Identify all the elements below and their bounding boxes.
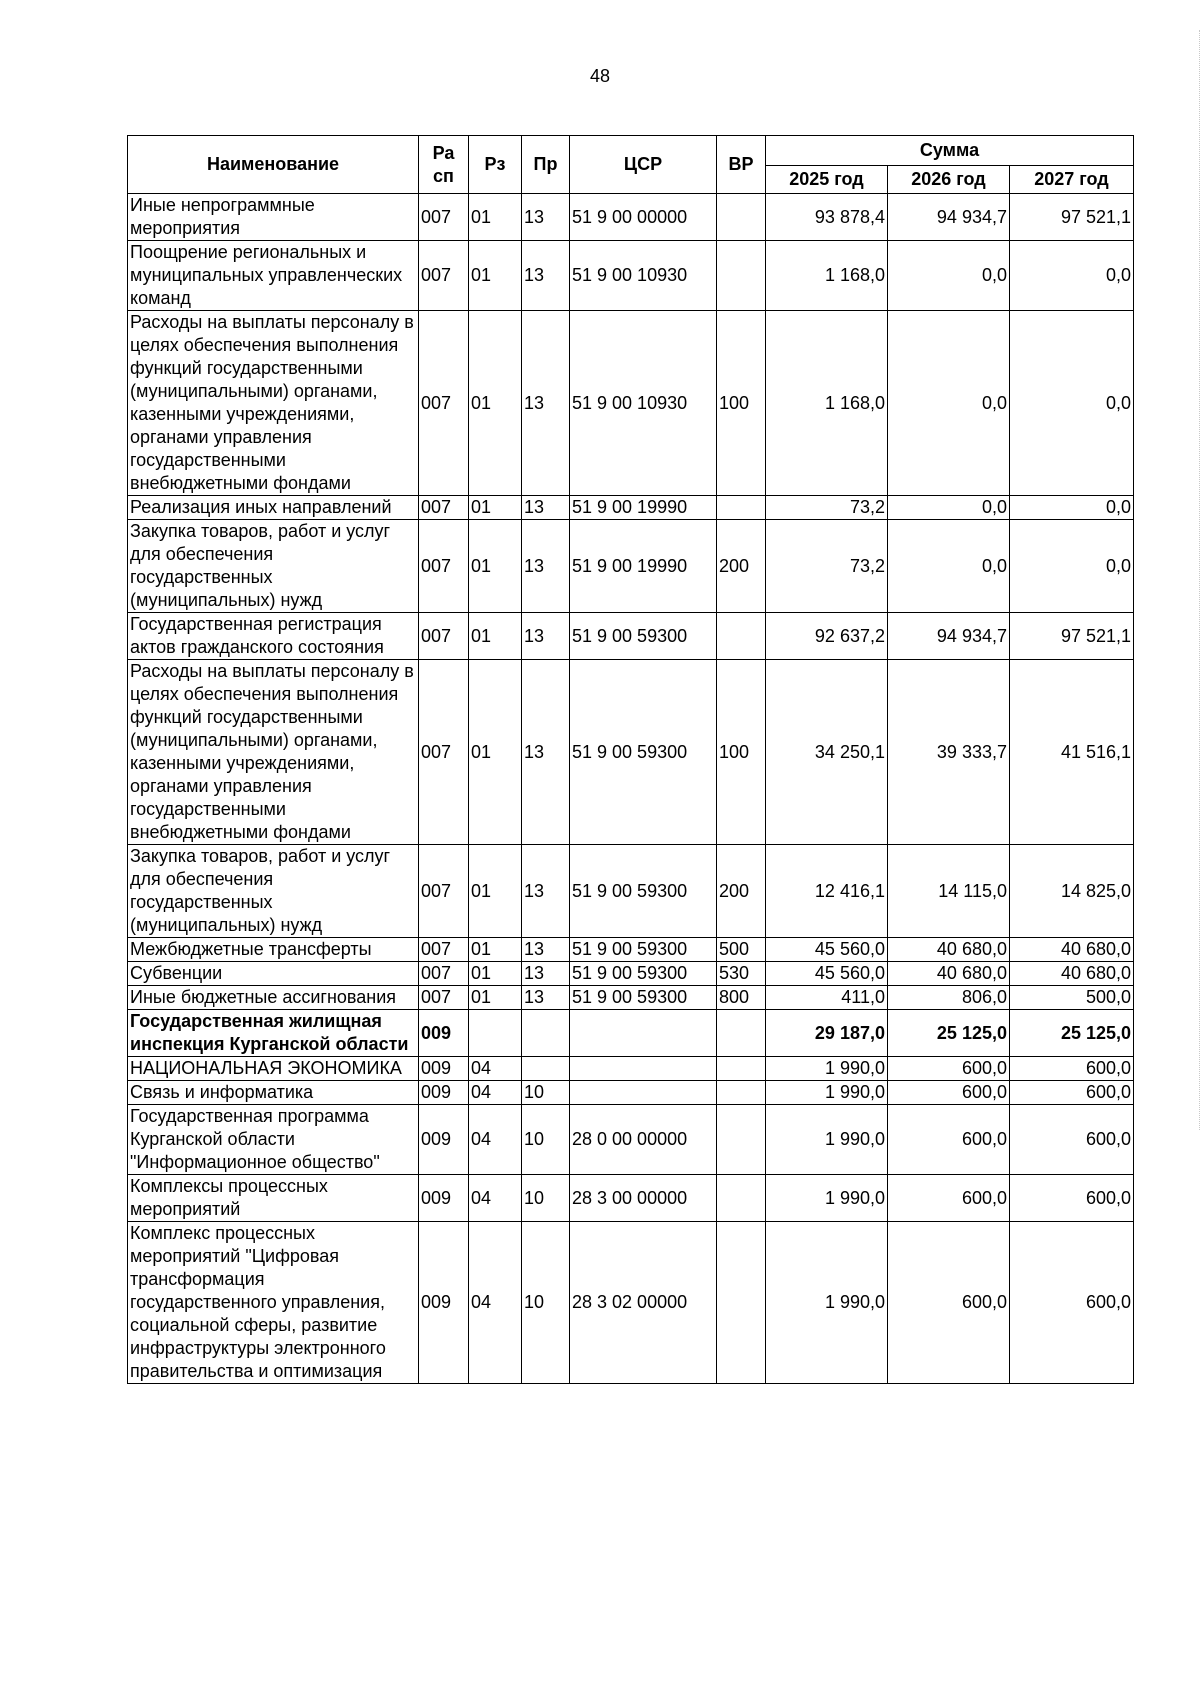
table-row	[128, 241, 1134, 311]
cell-pr: 13	[522, 496, 570, 520]
cell-2025: 73,2	[766, 520, 888, 613]
table-row	[128, 938, 1134, 962]
table-row	[128, 1222, 1134, 1384]
cell-csr: 51 9 00 59300	[570, 986, 717, 1010]
cell-rz: 04	[469, 1175, 522, 1222]
cell-rasp: 009	[419, 1175, 469, 1222]
cell-rasp: 009	[419, 1222, 469, 1384]
cell-2026: 600,0	[888, 1222, 1010, 1384]
cell-2027: 0,0	[1010, 311, 1134, 496]
cell-2025: 29 187,0	[766, 1010, 888, 1057]
cell-rasp: 009	[419, 1057, 469, 1081]
cell-2026: 94 934,7	[888, 613, 1010, 660]
cell-name: Иные бюджетные ассигнования	[128, 986, 419, 1010]
cell-rasp: 007	[419, 496, 469, 520]
cell-pr: 13	[522, 613, 570, 660]
cell-2027: 97 521,1	[1010, 613, 1134, 660]
table-row	[128, 845, 1134, 938]
cell-vr	[717, 613, 766, 660]
cell-2025: 1 168,0	[766, 311, 888, 496]
cell-rasp: 007	[419, 194, 469, 241]
table-row	[128, 311, 1134, 496]
cell-2027: 0,0	[1010, 241, 1134, 311]
cell-pr: 13	[522, 962, 570, 986]
cell-pr: 13	[522, 241, 570, 311]
table-row	[128, 986, 1134, 1010]
cell-csr	[570, 1010, 717, 1057]
header-csr: ЦСР	[570, 136, 717, 194]
cell-vr	[717, 1057, 766, 1081]
cell-vr: 800	[717, 986, 766, 1010]
cell-rz: 01	[469, 194, 522, 241]
cell-name: Реализация иных направлений	[128, 496, 419, 520]
cell-name: Государственная программа Курганской области "Информационное общество"	[128, 1105, 419, 1175]
cell-2025: 1 990,0	[766, 1081, 888, 1105]
cell-rasp: 009	[419, 1081, 469, 1105]
cell-2026: 600,0	[888, 1105, 1010, 1175]
header-name: Наименование	[128, 136, 419, 194]
cell-pr	[522, 1010, 570, 1057]
cell-2025: 411,0	[766, 986, 888, 1010]
cell-2026: 40 680,0	[888, 938, 1010, 962]
cell-rasp: 007	[419, 613, 469, 660]
cell-rz: 01	[469, 962, 522, 986]
cell-2025: 73,2	[766, 496, 888, 520]
cell-pr: 13	[522, 938, 570, 962]
cell-vr: 100	[717, 660, 766, 845]
cell-vr	[717, 241, 766, 311]
cell-2025: 1 990,0	[766, 1222, 888, 1384]
header-rz: Рз	[469, 136, 522, 194]
cell-2025: 1 168,0	[766, 241, 888, 311]
cell-csr: 51 9 00 59300	[570, 613, 717, 660]
cell-csr: 51 9 00 59300	[570, 938, 717, 962]
cell-pr	[522, 1057, 570, 1081]
cell-2025: 92 637,2	[766, 613, 888, 660]
cell-2026: 0,0	[888, 520, 1010, 613]
table-row	[128, 1081, 1134, 1105]
header-rasp-line2: сп	[433, 165, 454, 186]
cell-2026: 14 115,0	[888, 845, 1010, 938]
cell-rz: 01	[469, 660, 522, 845]
cell-rz: 01	[469, 986, 522, 1010]
cell-csr: 28 3 02 00000	[570, 1222, 717, 1384]
cell-rz: 01	[469, 520, 522, 613]
cell-vr: 530	[717, 962, 766, 986]
cell-2026: 0,0	[888, 241, 1010, 311]
cell-vr	[717, 1010, 766, 1057]
cell-vr	[717, 496, 766, 520]
cell-rasp: 007	[419, 845, 469, 938]
cell-vr: 100	[717, 311, 766, 496]
cell-vr: 200	[717, 520, 766, 613]
table-row	[128, 1175, 1134, 1222]
cell-2026: 600,0	[888, 1175, 1010, 1222]
cell-pr: 13	[522, 986, 570, 1010]
cell-2027: 600,0	[1010, 1175, 1134, 1222]
cell-name: Государственная регистрация актов гражданского состояния	[128, 613, 419, 660]
table-row	[128, 660, 1134, 845]
cell-2027: 25 125,0	[1010, 1010, 1134, 1057]
table-row	[128, 1057, 1134, 1081]
cell-2026: 600,0	[888, 1057, 1010, 1081]
cell-name: Расходы на выплаты персоналу в целях обеспечения выполнения функций государственными (муниципальными) органами, казенными учреждениями, органами управления государственными внебюджетными фондами	[128, 660, 419, 845]
cell-pr: 13	[522, 194, 570, 241]
cell-2027: 600,0	[1010, 1057, 1134, 1081]
cell-csr: 51 9 00 00000	[570, 194, 717, 241]
cell-2025: 1 990,0	[766, 1057, 888, 1081]
cell-pr: 13	[522, 845, 570, 938]
cell-csr: 51 9 00 59300	[570, 962, 717, 986]
cell-rz: 01	[469, 241, 522, 311]
scan-edge-marks	[1195, 30, 1200, 1130]
cell-name: Закупка товаров, работ и услуг для обеспечения государственных (муниципальных) нужд	[128, 845, 419, 938]
header-2026: 2026 год	[888, 166, 1010, 194]
cell-2027: 600,0	[1010, 1081, 1134, 1105]
cell-csr: 28 0 00 00000	[570, 1105, 717, 1175]
cell-rz: 04	[469, 1057, 522, 1081]
cell-rasp: 007	[419, 660, 469, 845]
table-row	[128, 520, 1134, 613]
cell-vr: 200	[717, 845, 766, 938]
table-row	[128, 962, 1134, 986]
cell-rz: 04	[469, 1222, 522, 1384]
cell-rasp: 007	[419, 520, 469, 613]
cell-2026: 806,0	[888, 986, 1010, 1010]
cell-name: НАЦИОНАЛЬНАЯ ЭКОНОМИКА	[128, 1057, 419, 1081]
cell-vr	[717, 1081, 766, 1105]
cell-name: Межбюджетные трансферты	[128, 938, 419, 962]
cell-2027: 40 680,0	[1010, 938, 1134, 962]
cell-csr: 51 9 00 19990	[570, 520, 717, 613]
cell-2025: 45 560,0	[766, 962, 888, 986]
cell-name: Комплекс процессных мероприятий "Цифровая трансформация государственного управления, социальной сферы, развитие инфраструктуры электронного правительства и оптимизация	[128, 1222, 419, 1384]
cell-2025: 12 416,1	[766, 845, 888, 938]
cell-pr: 10	[522, 1175, 570, 1222]
cell-vr	[717, 1222, 766, 1384]
cell-rasp: 009	[419, 1105, 469, 1175]
cell-rz	[469, 1010, 522, 1057]
cell-2025: 34 250,1	[766, 660, 888, 845]
cell-2025: 93 878,4	[766, 194, 888, 241]
table-row	[128, 194, 1134, 241]
header-2025: 2025 год	[766, 166, 888, 194]
cell-pr: 13	[522, 311, 570, 496]
cell-rz: 01	[469, 613, 522, 660]
cell-vr	[717, 1175, 766, 1222]
table-row	[128, 613, 1134, 660]
cell-2026: 25 125,0	[888, 1010, 1010, 1057]
table-row	[128, 496, 1134, 520]
cell-2025: 1 990,0	[766, 1105, 888, 1175]
cell-vr	[717, 1105, 766, 1175]
cell-csr: 51 9 00 10930	[570, 241, 717, 311]
cell-2025: 45 560,0	[766, 938, 888, 962]
cell-2026: 94 934,7	[888, 194, 1010, 241]
cell-rz: 01	[469, 845, 522, 938]
cell-rasp: 007	[419, 241, 469, 311]
header-2027: 2027 год	[1010, 166, 1134, 194]
cell-csr: 51 9 00 19990	[570, 496, 717, 520]
header-rasp-line1: Ра	[432, 142, 455, 163]
header-pr: Пр	[522, 136, 570, 194]
cell-rasp: 009	[419, 1010, 469, 1057]
cell-rz: 01	[469, 938, 522, 962]
cell-2026: 40 680,0	[888, 962, 1010, 986]
cell-name: Государственная жилищная инспекция Курганской области	[128, 1010, 419, 1057]
cell-rasp: 007	[419, 986, 469, 1010]
cell-2026: 39 333,7	[888, 660, 1010, 845]
cell-csr: 51 9 00 59300	[570, 660, 717, 845]
cell-name: Закупка товаров, работ и услуг для обеспечения государственных (муниципальных) нужд	[128, 520, 419, 613]
cell-rz: 01	[469, 311, 522, 496]
cell-vr: 500	[717, 938, 766, 962]
cell-rz: 04	[469, 1081, 522, 1105]
cell-rasp: 007	[419, 962, 469, 986]
cell-2027: 600,0	[1010, 1222, 1134, 1384]
table-row	[128, 1105, 1134, 1175]
header-sum: Сумма	[766, 136, 1134, 166]
header-rasp	[419, 136, 469, 194]
cell-2027: 14 825,0	[1010, 845, 1134, 938]
cell-name: Комплексы процессных мероприятий	[128, 1175, 419, 1222]
cell-2026: 0,0	[888, 496, 1010, 520]
cell-rz: 01	[469, 496, 522, 520]
cell-rasp: 007	[419, 311, 469, 496]
cell-2026: 0,0	[888, 311, 1010, 496]
cell-pr: 10	[522, 1105, 570, 1175]
cell-csr	[570, 1081, 717, 1105]
cell-csr	[570, 1057, 717, 1081]
table-row	[128, 1010, 1134, 1057]
cell-csr: 51 9 00 59300	[570, 845, 717, 938]
cell-name: Поощрение региональных и муниципальных управленческих команд	[128, 241, 419, 311]
cell-pr: 13	[522, 660, 570, 845]
header-vr: ВР	[717, 136, 766, 194]
cell-pr: 10	[522, 1081, 570, 1105]
cell-rz: 04	[469, 1105, 522, 1175]
cell-name: Расходы на выплаты персоналу в целях обеспечения выполнения функций государственными (муниципальными) органами, казенными учреждениями, органами управления государственными внебюджетными фондами	[128, 311, 419, 496]
cell-vr	[717, 194, 766, 241]
cell-2027: 500,0	[1010, 986, 1134, 1010]
cell-2025: 1 990,0	[766, 1175, 888, 1222]
page-number: 48	[589, 66, 611, 86]
cell-name: Субвенции	[128, 962, 419, 986]
cell-2026: 600,0	[888, 1081, 1010, 1105]
cell-2027: 0,0	[1010, 496, 1134, 520]
cell-csr: 51 9 00 10930	[570, 311, 717, 496]
cell-2027: 40 680,0	[1010, 962, 1134, 986]
cell-2027: 97 521,1	[1010, 194, 1134, 241]
cell-pr: 13	[522, 520, 570, 613]
cell-name: Связь и информатика	[128, 1081, 419, 1105]
cell-2027: 41 516,1	[1010, 660, 1134, 845]
cell-2027: 0,0	[1010, 520, 1134, 613]
cell-pr: 10	[522, 1222, 570, 1384]
cell-2027: 600,0	[1010, 1105, 1134, 1175]
budget-table	[127, 135, 1134, 1384]
cell-rasp: 007	[419, 938, 469, 962]
cell-csr: 28 3 00 00000	[570, 1175, 717, 1222]
cell-name: Иные непрограммные мероприятия	[128, 194, 419, 241]
